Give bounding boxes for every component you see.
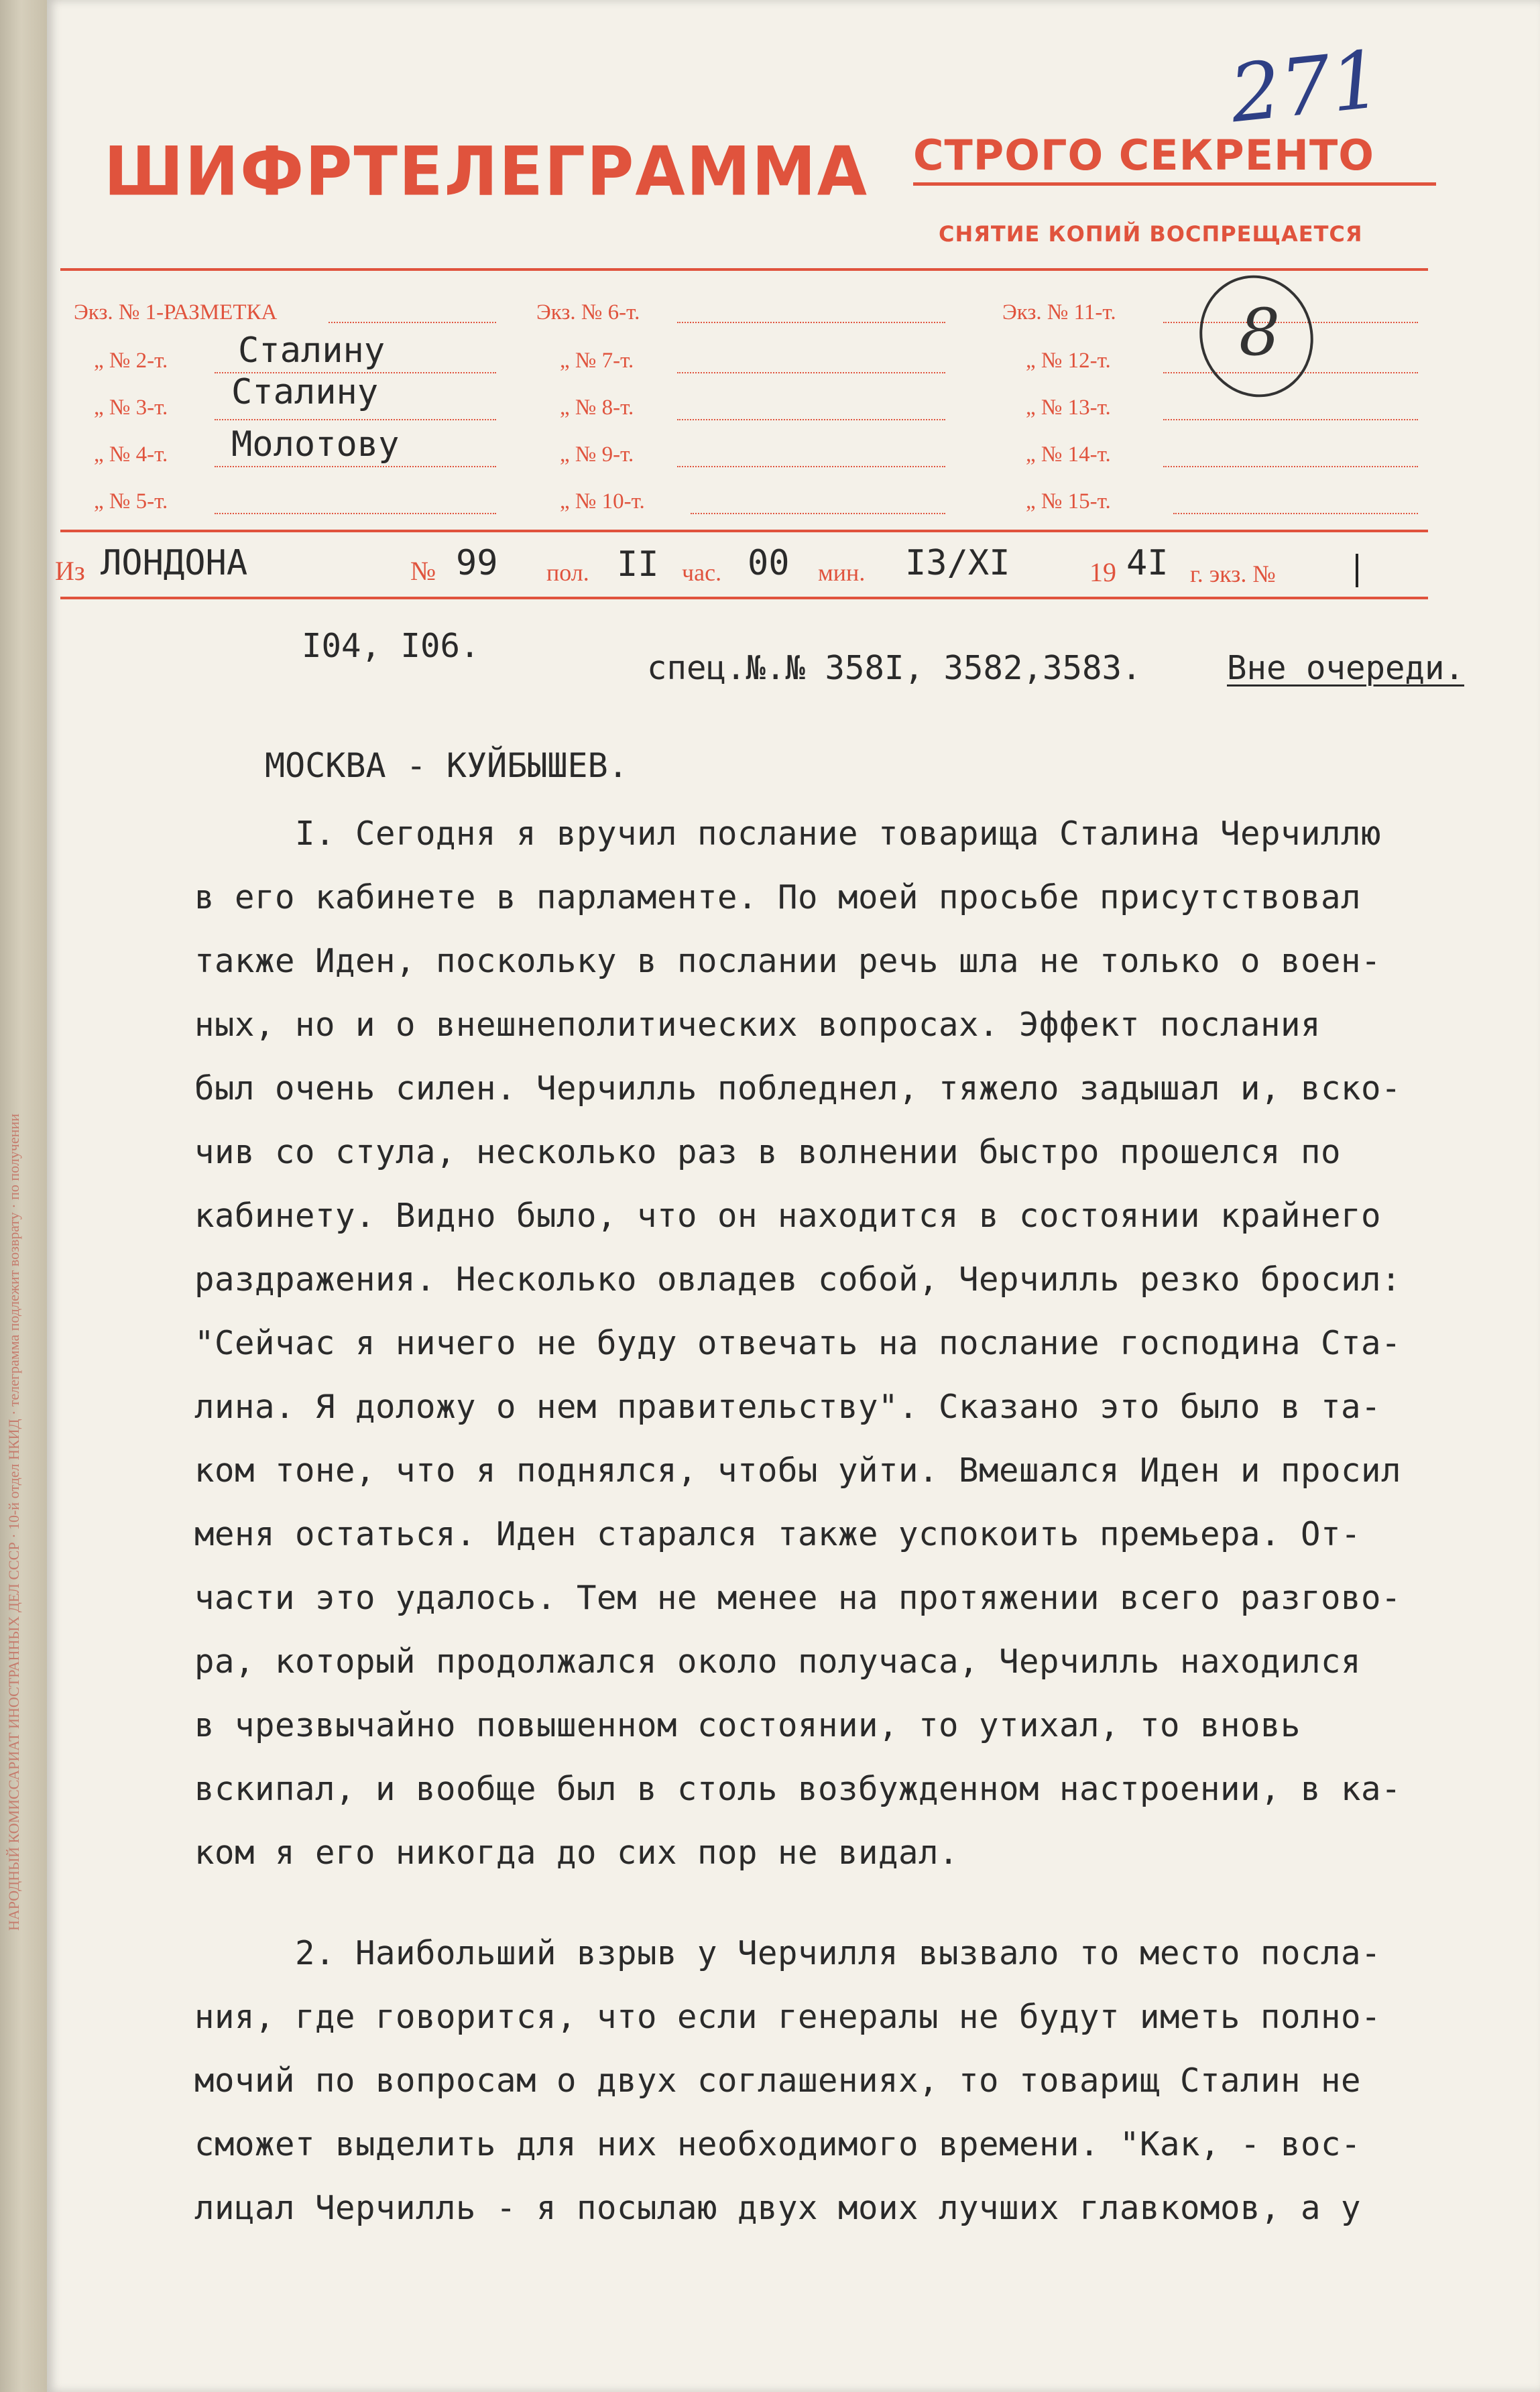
from-label: Из [55,556,85,586]
fill-line [677,322,945,323]
copy-number-mark [1356,554,1358,587]
fill-line [1163,466,1418,467]
no-copy-notice: СНЯТИЕ КОПИЙ ВОСПРЕЩАЕТСЯ [939,221,1363,247]
copy-label: „ № 2-т. [94,349,168,373]
body-line: кабинету. Видно было, что он находится в состоянии крайнего [194,1197,1382,1235]
copy-label: „ № 3-т. [94,396,168,420]
header-rule-bottom [60,530,1428,532]
body-line: сможет выделить для них необходимого времени. "Как, - вос- [194,2125,1362,2163]
body-line: меня остаться. Иден старался также успокоить премьера. От- [194,1515,1362,1553]
book-binding [0,0,47,2392]
copy-label: „ № 5-т. [94,489,168,514]
copy-label: „ № 10-т. [560,489,645,514]
copy-label: Экз. № 6-т. [536,300,640,324]
number-label: № [410,556,436,586]
body-line: "Сейчас я ничего не буду отвечать на послание господина Ста- [194,1324,1402,1362]
secrecy-stamp: СТРОГО СЕКРЕНТО [913,131,1436,186]
body-line: в чрезвычайно повышенном состоянии, то утихал, то вновь [194,1706,1301,1744]
copy-label: „ № 7-т. [560,349,634,373]
body-line: лина. Я доложу о нем правительству". Сказано это было в та- [194,1388,1382,1426]
fill-line [329,322,496,323]
body-line: в его кабинете в парламенте. По моей просьбе присутствовал [194,878,1362,916]
fill-line [215,419,496,420]
copy-recipient: Сталину [231,372,379,412]
minute-value: 00 [748,543,790,583]
spec-numbers: спец.№.№ 358I, 3582,3583. [647,649,1142,687]
body-line: ных, но и о внешнеполитических вопросах. Эффект послания [194,1006,1321,1044]
copy-label: Экз. № 11-т. [1002,300,1116,324]
copy-label: „ № 12-т. [1026,349,1111,373]
body-line: также Иден, поскольку в послании речь шла не только о воен- [194,942,1382,980]
body-line: был очень силен. Черчилль побледнел, тяжело задышал и, вско- [194,1069,1402,1108]
date-value: I3/XI [905,543,1010,583]
body-line: ния, где говорится, что если генералы не будут иметь полно- [194,1998,1382,2036]
received-label: пол. [546,559,589,586]
copy-label: Экз. № 1-РАЗМЕТКА [74,300,278,324]
copy-label: „ № 9-т. [560,442,634,467]
minute-label: мин. [818,559,866,586]
fill-line [691,513,945,514]
body-line: ра, который продолжался около получаса, Черчилль находился [194,1642,1362,1681]
body-line: ком тоне, что я поднялся, чтобы уйти. Вмешался Иден и просил [194,1451,1402,1490]
body-line: мочий по вопросам о двух соглашениях, то товарищ Сталин не [194,2061,1362,2100]
year-prefix: 19 [1089,557,1116,587]
body-line: вскипал, и вообще был в столь возбужденном настроении, в ка- [194,1770,1402,1808]
address-line: МОСКВА - КУЙБЫШЕВ. [265,746,628,785]
year-value: 4I [1126,543,1169,583]
body-line: чив со стула, несколько раз в волнении быстро прошелся по [194,1133,1342,1171]
fill-line [677,419,945,420]
hour-label: час. [682,559,722,586]
header-rule-top [60,268,1428,271]
copy-recipient: Молотову [231,424,400,465]
fill-line [215,372,496,373]
copy-label: „ № 8-т. [560,396,634,420]
priority-note: Вне очереди. [1227,649,1465,687]
fill-line [677,466,945,467]
binding-stamp-text: НАРОДНЫЙ КОМИССАРИАТ ИНОСТРАННЫХ ДЕЛ СССР · 10-й отдел НКИД · телеграмма подлежит возврату · по получении [5,1114,22,1931]
body-line: раздражения. Несколько овладев собой, Черчилль резко бросил: [194,1260,1402,1299]
fill-line [215,513,496,514]
fill-line [215,466,496,467]
telegram-number: 99 [456,543,498,583]
archive-page-number: 271 [1226,32,1386,141]
copy-label: „ № 15-т. [1026,489,1111,514]
body-line: 2. Наибольший взрыв у Черчилля вызвало то место посла- [194,1934,1382,1972]
copy-label: „ № 4-т. [94,442,168,467]
fill-line [1163,419,1418,420]
copy-number-label: г. экз. № [1190,560,1276,587]
hour-value: II [617,544,659,585]
body-line: лицал Черчилль - я посылаю двух моих лучших главкомов, а у [194,2189,1362,2227]
origin-rule [60,597,1428,599]
copy-label: „ № 14-т. [1026,442,1111,467]
copy-recipient: Сталину [238,331,386,371]
fill-line [1173,513,1418,514]
circled-mark-digit: 8 [1239,295,1281,370]
copy-label: „ № 13-т. [1026,396,1111,420]
origin-city: ЛОНДОНА [101,543,248,583]
body-line: ком я его никогда до сих пор не видал. [194,1834,959,1872]
body-line: части это удалось. Тем не менее на протяжении всего разгово- [194,1579,1402,1617]
fill-line [677,372,945,373]
document-title: ШИФРТЕЛЕГРАММА [104,132,869,211]
body-line: I. Сегодня я вручил послание товарища Сталина Черчиллю [194,815,1382,853]
ref-numbers: I04, I06. [302,627,480,665]
